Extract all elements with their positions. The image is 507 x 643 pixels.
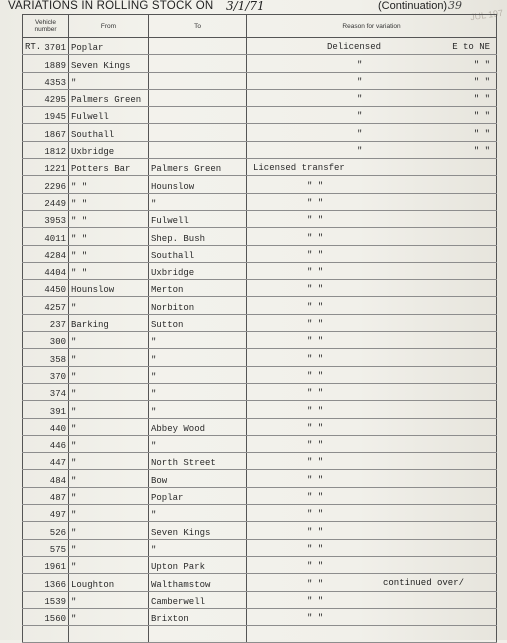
vehicle-number: 3953 xyxy=(44,216,66,227)
from-cell: " xyxy=(69,332,149,349)
header-reason: Reason for variation xyxy=(247,15,497,38)
table-row xyxy=(23,401,497,418)
from-cell: " xyxy=(69,297,149,314)
vehicle-number: 300 xyxy=(49,337,66,348)
reason-cell xyxy=(247,626,497,643)
vehicle-number-cell xyxy=(23,539,69,556)
vehicle-prefix: RT. xyxy=(25,42,42,53)
vehicle-number: 526 xyxy=(49,527,66,538)
reason-cell xyxy=(247,38,497,55)
reason-detail: " " xyxy=(473,94,490,105)
table-row xyxy=(23,262,497,279)
vehicle-number: 487 xyxy=(49,493,66,504)
vehicle-number-cell xyxy=(23,574,69,591)
to-cell: Fulwell xyxy=(149,210,247,227)
reason-cell xyxy=(247,176,497,193)
to-cell: " xyxy=(149,366,247,383)
vehicle-number-cell xyxy=(23,453,69,470)
to-cell: Camberwell xyxy=(149,591,247,608)
from-cell: Palmers Green xyxy=(69,89,149,106)
table-row xyxy=(23,453,497,470)
vehicle-number: 374 xyxy=(49,389,66,400)
from-cell: " xyxy=(69,418,149,435)
vehicle-number-cell xyxy=(23,107,69,124)
vehicle-number-cell xyxy=(23,366,69,383)
to-cell: " xyxy=(149,349,247,366)
vehicle-number: 4404 xyxy=(44,268,66,279)
table-row xyxy=(23,349,497,366)
reason-text: " " xyxy=(307,284,324,295)
vehicle-number: 1867 xyxy=(44,129,66,140)
vehicle-number: 370 xyxy=(49,371,66,382)
header-to: To xyxy=(149,15,247,38)
from-cell: Potters Bar xyxy=(69,159,149,176)
rolling-stock-table xyxy=(22,14,497,643)
to-cell: Palmers Green xyxy=(149,159,247,176)
vehicle-number-cell xyxy=(23,435,69,452)
reason-text: " " xyxy=(307,353,324,364)
vehicle-number: 1812 xyxy=(44,147,66,158)
from-cell: Poplar xyxy=(69,38,149,55)
reason-text: " " xyxy=(307,492,324,503)
vehicle-number-cell xyxy=(23,349,69,366)
reason-text: " " xyxy=(307,267,324,278)
reason-text: " " xyxy=(307,595,324,606)
reason-cell xyxy=(247,470,497,487)
vehicle-number-cell xyxy=(23,522,69,539)
vehicle-number: 4353 xyxy=(44,77,66,88)
table-row xyxy=(23,487,497,504)
to-cell: Brixton xyxy=(149,608,247,625)
reason-text: " xyxy=(357,94,363,105)
vehicle-number-cell xyxy=(23,245,69,262)
reason-text: " xyxy=(357,76,363,87)
reason-text: " " xyxy=(307,405,324,416)
reason-text: " " xyxy=(307,249,324,260)
reason-text: " " xyxy=(307,232,324,243)
table-row xyxy=(23,505,497,522)
reason-text: " " xyxy=(307,457,324,468)
reason-cell xyxy=(247,591,497,608)
vehicle-number: 447 xyxy=(49,458,66,469)
vehicle-number: 1221 xyxy=(44,164,66,175)
reason-text: " " xyxy=(307,336,324,347)
vehicle-number: 575 xyxy=(49,544,66,555)
to-cell: Uxbridge xyxy=(149,262,247,279)
table-row xyxy=(23,124,497,141)
vehicle-number-cell xyxy=(23,626,69,643)
table-row xyxy=(23,107,497,124)
table-row xyxy=(23,193,497,210)
to-cell: Seven Kings xyxy=(149,522,247,539)
vehicle-number: 1961 xyxy=(44,562,66,573)
from-cell: " xyxy=(69,383,149,400)
reason-cell xyxy=(247,332,497,349)
reason-cell xyxy=(247,124,497,141)
reason-cell xyxy=(247,383,497,400)
reason-cell xyxy=(247,349,497,366)
vehicle-number: 440 xyxy=(49,423,66,434)
table-row xyxy=(23,297,497,314)
reason-cell xyxy=(247,418,497,435)
reason-cell xyxy=(247,262,497,279)
table-row xyxy=(23,591,497,608)
vehicle-number: 4295 xyxy=(44,95,66,106)
reason-cell xyxy=(247,228,497,245)
table-row xyxy=(23,539,497,556)
table-row xyxy=(23,332,497,349)
reason-text: " " xyxy=(307,215,324,226)
to-cell: Southall xyxy=(149,245,247,262)
vehicle-number-cell xyxy=(23,297,69,314)
from-cell: " xyxy=(69,556,149,573)
vehicle-number-cell xyxy=(23,159,69,176)
from-cell: " xyxy=(69,539,149,556)
reason-detail: " " xyxy=(473,146,490,157)
from-cell: " " xyxy=(69,228,149,245)
reason-text: " " xyxy=(307,509,324,520)
vehicle-number: 484 xyxy=(49,475,66,486)
from-cell: " xyxy=(69,505,149,522)
to-cell xyxy=(149,107,247,124)
reason-cell xyxy=(247,297,497,314)
reason-text: " xyxy=(357,128,363,139)
from-cell: Hounslow xyxy=(69,280,149,297)
table-row xyxy=(23,72,497,89)
reason-text: " " xyxy=(307,422,324,433)
vehicle-number: 358 xyxy=(49,354,66,365)
reason-detail: " " xyxy=(473,59,490,70)
reason-cell xyxy=(247,435,497,452)
to-cell: Bow xyxy=(149,470,247,487)
to-cell: Poplar xyxy=(149,487,247,504)
reason-cell xyxy=(247,314,497,331)
to-cell xyxy=(149,89,247,106)
date-stamp: JUL 197 xyxy=(469,7,504,23)
table-row xyxy=(23,366,497,383)
table-row xyxy=(23,626,497,643)
vehicle-number-cell xyxy=(23,556,69,573)
table-row xyxy=(23,55,497,72)
vehicle-number-cell xyxy=(23,280,69,297)
vehicle-number: 1539 xyxy=(44,596,66,607)
reason-text: " " xyxy=(307,440,324,451)
header-from: From xyxy=(69,15,149,38)
reason-text: " xyxy=(357,146,363,157)
vehicle-number: 1889 xyxy=(44,60,66,71)
table-row xyxy=(23,245,497,262)
table-header-row xyxy=(23,15,497,38)
table-row xyxy=(23,210,497,227)
reason-cell xyxy=(247,539,497,556)
reason-cell xyxy=(247,453,497,470)
reason-text: " " xyxy=(307,561,324,572)
to-cell: " xyxy=(149,383,247,400)
reason-cell xyxy=(247,159,497,176)
to-cell: Upton Park xyxy=(149,556,247,573)
vehicle-number-cell xyxy=(23,608,69,625)
to-cell: Norbiton xyxy=(149,297,247,314)
reason-cell xyxy=(247,72,497,89)
to-cell: " xyxy=(149,401,247,418)
from-cell: Uxbridge xyxy=(69,141,149,158)
vehicle-number: 2449 xyxy=(44,198,66,209)
vehicle-number: 4450 xyxy=(44,285,66,296)
table-row xyxy=(23,383,497,400)
to-cell: " xyxy=(149,435,247,452)
header-vehicle-number: Vehicle number xyxy=(23,15,69,38)
reason-detail: " " xyxy=(473,128,490,139)
vehicle-number-cell xyxy=(23,314,69,331)
table-row xyxy=(23,280,497,297)
reason-cell xyxy=(247,280,497,297)
table-row xyxy=(23,38,497,55)
from-cell: " xyxy=(69,349,149,366)
from-cell: " xyxy=(69,435,149,452)
vehicle-number-cell xyxy=(23,470,69,487)
to-cell: North Street xyxy=(149,453,247,470)
vehicle-number: 1366 xyxy=(44,579,66,590)
from-cell: " xyxy=(69,401,149,418)
vehicle-number-cell xyxy=(23,262,69,279)
from-cell: Seven Kings xyxy=(69,55,149,72)
reason-cell xyxy=(247,141,497,158)
vehicle-number: 1560 xyxy=(44,614,66,625)
vehicle-number-cell xyxy=(23,89,69,106)
vehicle-number-cell xyxy=(23,383,69,400)
vehicle-number-cell xyxy=(23,401,69,418)
from-cell: " " xyxy=(69,262,149,279)
vehicle-number: 4284 xyxy=(44,250,66,261)
from-cell: " " xyxy=(69,245,149,262)
from-cell: Barking xyxy=(69,314,149,331)
to-cell xyxy=(149,72,247,89)
form-title: VARIATIONS IN ROLLING STOCK ON xyxy=(8,0,214,12)
reason-text: " " xyxy=(307,197,324,208)
table-row xyxy=(23,556,497,573)
continued-over-note: continued over/ xyxy=(383,578,465,588)
from-cell: Fulwell xyxy=(69,107,149,124)
to-cell: " xyxy=(149,332,247,349)
reason-text: Licensed transfer xyxy=(253,163,345,174)
to-cell: Merton xyxy=(149,280,247,297)
to-cell: Walthamstow xyxy=(149,574,247,591)
to-cell: " xyxy=(149,539,247,556)
table-row xyxy=(23,435,497,452)
reason-text: " " xyxy=(307,388,324,399)
reason-text: " xyxy=(357,111,363,122)
to-cell xyxy=(149,55,247,72)
reason-detail: " " xyxy=(473,76,490,87)
to-cell xyxy=(149,38,247,55)
reason-text: " " xyxy=(307,543,324,554)
from-cell: " xyxy=(69,591,149,608)
from-cell: " xyxy=(69,470,149,487)
continuation-label: (Continuation) xyxy=(378,0,448,12)
from-cell: Southall xyxy=(69,124,149,141)
vehicle-number-cell xyxy=(23,124,69,141)
from-cell: " xyxy=(69,522,149,539)
reason-detail: E to NE xyxy=(452,42,490,53)
reason-cell xyxy=(247,193,497,210)
vehicle-number: 3701 xyxy=(44,43,66,54)
reason-text: " " xyxy=(307,526,324,537)
to-cell: Abbey Wood xyxy=(149,418,247,435)
to-cell: " xyxy=(149,505,247,522)
vehicle-number-cell xyxy=(23,505,69,522)
reason-text: " " xyxy=(307,319,324,330)
reason-cell xyxy=(247,522,497,539)
reason-cell xyxy=(247,210,497,227)
vehicle-number: 391 xyxy=(49,406,66,417)
table-row xyxy=(23,314,497,331)
to-cell: Shep. Bush xyxy=(149,228,247,245)
vehicle-number-cell xyxy=(23,176,69,193)
page-number: 39 xyxy=(448,0,462,12)
vehicle-number-cell xyxy=(23,332,69,349)
table-row xyxy=(23,418,497,435)
to-cell: Hounslow xyxy=(149,176,247,193)
from-cell: " xyxy=(69,72,149,89)
reason-text: " " xyxy=(307,578,324,589)
table-row xyxy=(23,141,497,158)
from-cell: " " xyxy=(69,193,149,210)
vehicle-number-cell xyxy=(23,418,69,435)
from-cell: " xyxy=(69,366,149,383)
table-row xyxy=(23,608,497,625)
vehicle-number: 1945 xyxy=(44,112,66,123)
vehicle-number-cell xyxy=(23,38,69,55)
vehicle-number-cell xyxy=(23,55,69,72)
reason-text: Delicensed xyxy=(327,42,382,53)
from-cell: " " xyxy=(69,176,149,193)
vehicle-number: 2296 xyxy=(44,181,66,192)
table-row xyxy=(23,159,497,176)
reason-cell xyxy=(247,505,497,522)
reason-cell xyxy=(247,107,497,124)
reason-text: " " xyxy=(307,370,324,381)
table-row xyxy=(23,522,497,539)
from-cell: Loughton xyxy=(69,574,149,591)
reason-detail: " " xyxy=(473,111,490,122)
reason-text: " " xyxy=(307,301,324,312)
vehicle-number-cell xyxy=(23,487,69,504)
vehicle-number-cell xyxy=(23,193,69,210)
vehicle-number-cell xyxy=(23,72,69,89)
reason-cell xyxy=(247,556,497,573)
vehicle-number-cell xyxy=(23,591,69,608)
table-row xyxy=(23,470,497,487)
to-cell: Sutton xyxy=(149,314,247,331)
to-cell xyxy=(149,141,247,158)
table-row xyxy=(23,176,497,193)
table-body xyxy=(23,38,497,643)
vehicle-number: 497 xyxy=(49,510,66,521)
vehicle-number: 237 xyxy=(49,320,66,331)
from-cell xyxy=(69,626,149,643)
from-cell: " " xyxy=(69,210,149,227)
table-row xyxy=(23,228,497,245)
reason-text: " " xyxy=(307,613,324,624)
reason-text: " xyxy=(357,59,363,70)
reason-text: " " xyxy=(307,474,324,485)
vehicle-number: 4011 xyxy=(44,233,66,244)
from-cell: " xyxy=(69,453,149,470)
reason-text: " " xyxy=(307,180,324,191)
to-cell: " xyxy=(149,193,247,210)
vehicle-number-cell xyxy=(23,228,69,245)
reason-cell xyxy=(247,487,497,504)
to-cell xyxy=(149,124,247,141)
reason-cell xyxy=(247,89,497,106)
reason-cell xyxy=(247,608,497,625)
vehicle-number-cell xyxy=(23,141,69,158)
from-cell: " xyxy=(69,608,149,625)
reason-cell xyxy=(247,366,497,383)
from-cell: " xyxy=(69,487,149,504)
table-row xyxy=(23,89,497,106)
reason-cell xyxy=(247,245,497,262)
reason-cell xyxy=(247,55,497,72)
to-cell xyxy=(149,626,247,643)
vehicle-number: 446 xyxy=(49,441,66,452)
form-date: 3/1/71 xyxy=(226,0,265,13)
vehicle-number: 4257 xyxy=(44,302,66,313)
vehicle-number-cell xyxy=(23,210,69,227)
reason-cell xyxy=(247,401,497,418)
